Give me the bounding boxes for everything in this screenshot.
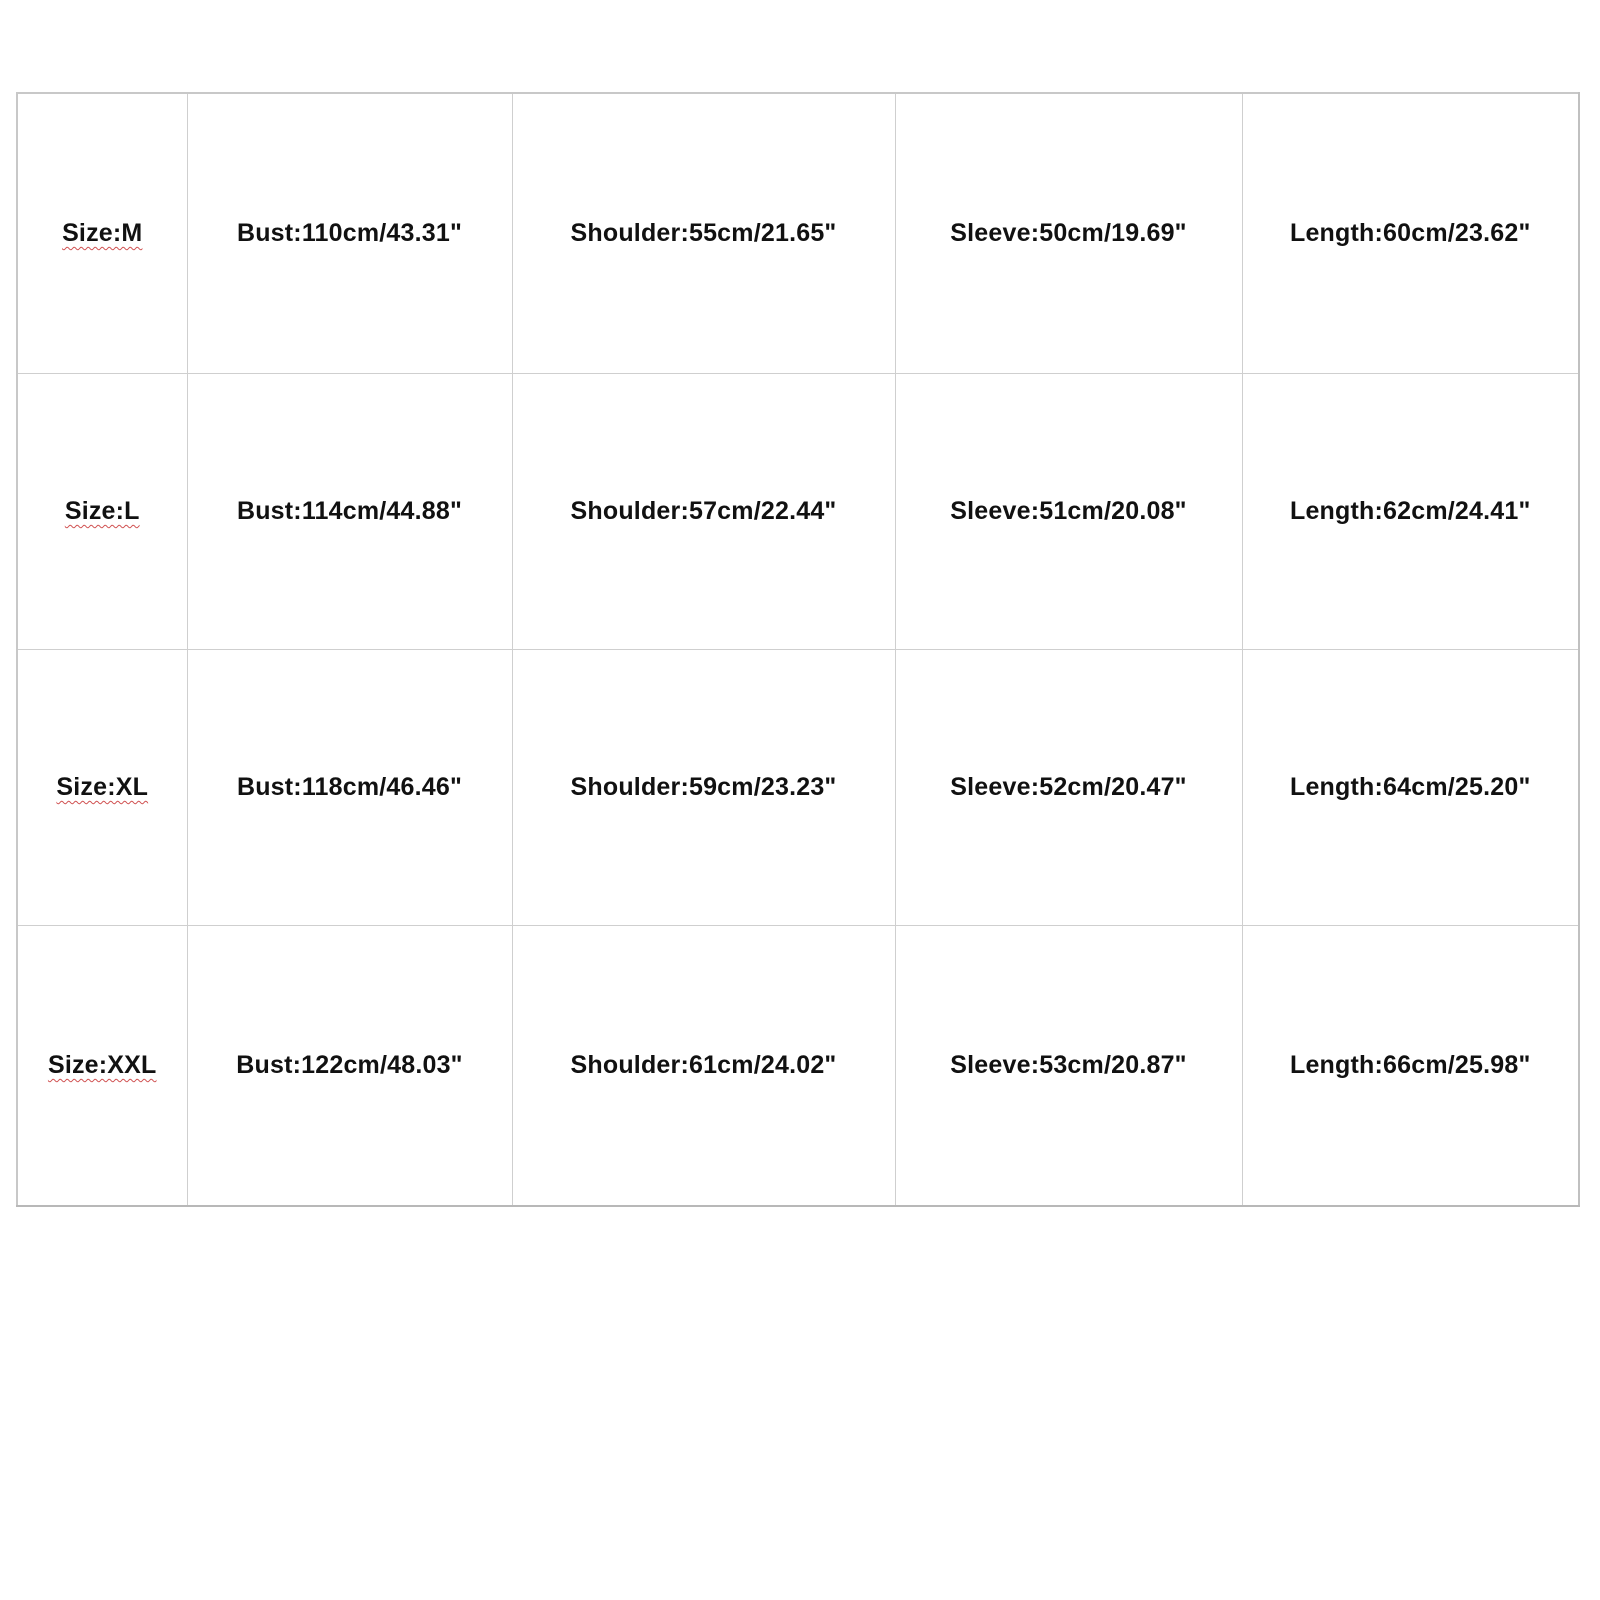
size-cell <box>17 649 187 925</box>
length-cell: Length:66cm/25.98" <box>1242 925 1579 1206</box>
table-row <box>17 93 1579 374</box>
length-cell: Length:64cm/25.20" <box>1242 649 1579 925</box>
shoulder-cell: Shoulder:61cm/24.02" <box>512 925 895 1206</box>
size-label: Size:XXL <box>47 1050 157 1079</box>
size-chart-table <box>16 92 1580 1207</box>
bust-cell: Bust:114cm/44.88" <box>187 374 512 650</box>
size-cell <box>17 93 187 374</box>
sleeve-cell: Sleeve:53cm/20.87" <box>895 925 1242 1206</box>
shoulder-cell: Shoulder:57cm/22.44" <box>512 374 895 650</box>
size-label: Size:L <box>64 497 140 526</box>
length-cell: Length:62cm/24.41" <box>1242 374 1579 650</box>
size-label: Size:M <box>62 219 143 248</box>
bust-cell: Bust:118cm/46.46" <box>187 649 512 925</box>
bust-cell: Bust:110cm/43.31" <box>187 93 512 374</box>
shoulder-cell: Shoulder:55cm/21.65" <box>512 93 895 374</box>
table-row <box>17 374 1579 650</box>
bust-cell: Bust:122cm/48.03" <box>187 925 512 1206</box>
sleeve-cell: Sleeve:50cm/19.69" <box>895 93 1242 374</box>
size-cell <box>17 925 187 1206</box>
length-cell: Length:60cm/23.62" <box>1242 93 1579 374</box>
table-row <box>17 649 1579 925</box>
table-row <box>17 925 1579 1206</box>
sleeve-cell: Sleeve:51cm/20.08" <box>895 374 1242 650</box>
sleeve-cell: Sleeve:52cm/20.47" <box>895 649 1242 925</box>
size-cell <box>17 374 187 650</box>
size-label: Size:XL <box>56 772 149 801</box>
shoulder-cell: Shoulder:59cm/23.23" <box>512 649 895 925</box>
